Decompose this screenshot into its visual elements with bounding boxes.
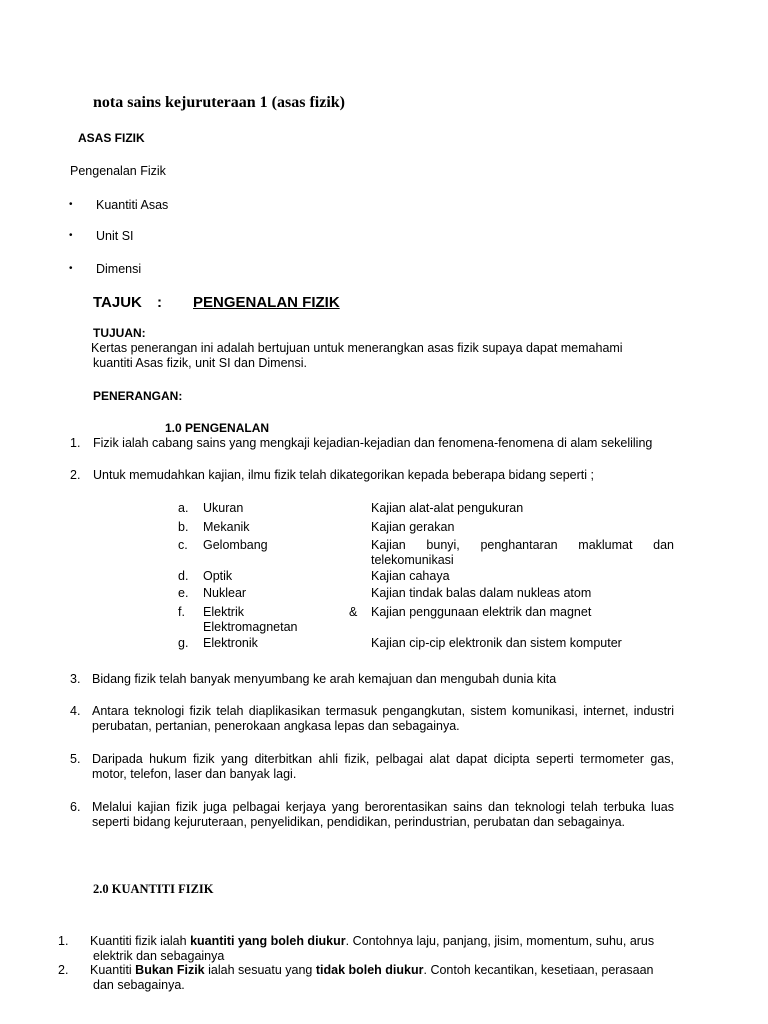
tujuan-label: TUJUAN: [93, 326, 146, 340]
field-letter: b. [178, 520, 189, 534]
item-number: 1. [70, 436, 81, 450]
field-desc: Kajian cip-cip elektronik dan sistem komputer [371, 636, 622, 650]
field-desc: Kajian penggunaan elektrik dan magnet [371, 605, 592, 619]
field-name: Elektrik [203, 605, 244, 619]
paragraph: perubatan, pertanian, penerokaan angkasa lepas dan sebagainya. [92, 719, 460, 733]
field-desc: Kajian gerakan [371, 520, 455, 534]
paragraph: Untuk memudahkan kajian, ilmu fizik telah dikategorikan kepada beberapa bidang seperti ; [93, 468, 594, 482]
paragraph: Fizik ialah cabang sains yang mengkaji kejadian-kejadian dan fenomena-fenomena di alam sekeliling [93, 436, 653, 450]
field-desc: Kajian cahaya [371, 569, 450, 583]
text-run: . Contohnya laju, panjang, jisim, momentum, suhu, arus [345, 934, 655, 948]
paragraph: Antara teknologi fizik telah diaplikasikan termasuk pengangkutan, sistem komunikasi, internet, industri [92, 704, 674, 718]
item-number: 2. [58, 963, 69, 977]
bold-term: kuantiti yang boleh diukur [190, 934, 346, 948]
ampersand: & [349, 605, 358, 619]
tujuan-text: kuantiti Asas fizik, unit SI dan Dimensi. [93, 356, 307, 370]
item-number: 3. [70, 672, 81, 686]
item-number: 5. [70, 752, 81, 766]
text-run: ialah sesuatu yang [204, 963, 316, 977]
item-number: 6. [70, 800, 81, 814]
text-run: Kuantiti fizik ialah [90, 934, 191, 948]
field-name: Nuklear [203, 586, 247, 600]
field-name: Elektromagnetan [203, 620, 298, 634]
section-title: ASAS FIZIK [78, 131, 145, 145]
field-name: Elektronik [203, 636, 258, 650]
item-number: 1. [58, 934, 69, 948]
paragraph: dan sebagainya. [93, 978, 185, 992]
field-name: Optik [203, 569, 233, 583]
field-letter: d. [178, 569, 189, 583]
intro-item: Unit SI [96, 229, 134, 243]
paragraph [90, 963, 654, 977]
section-heading: 1.0 PENGENALAN [165, 421, 270, 435]
paragraph: Bidang fizik telah banyak menyumbang ke arah kemajuan dan mengubah dunia kita [92, 672, 557, 686]
penerangan-label: PENERANGAN: [93, 389, 183, 403]
bold-term: tidak boleh diukur [315, 963, 424, 977]
document-title: nota sains kejuruteraan 1 (asas fizik) [93, 94, 346, 111]
bold-term: Bukan Fizik [135, 963, 205, 977]
intro-item: Dimensi [96, 262, 142, 276]
tujuan-text: Kertas penerangan ini adalah bertujuan untuk menerangkan asas fizik supaya dapat memahami [91, 341, 623, 355]
bullet-icon: • [69, 199, 73, 210]
field-desc: Kajian tindak balas dalam nukleas atom [371, 586, 592, 600]
item-number: 4. [70, 704, 81, 718]
bullet-icon: • [69, 230, 73, 241]
bullet-icon: • [69, 263, 73, 274]
field-letter: c. [178, 538, 188, 552]
section-heading: 2.0 KUANTITI FIZIK [93, 882, 214, 896]
field-name: Ukuran [203, 501, 244, 515]
paragraph: elektrik dan sebagainya [93, 949, 225, 963]
intro-heading: Pengenalan Fizik [70, 164, 166, 178]
field-name: Mekanik [203, 520, 250, 534]
tajuk-value: PENGENALAN FIZIK [193, 294, 340, 311]
field-letter: a. [178, 501, 189, 515]
paragraph: seperti bidang kejuruteraan, penyelidikan, pendidikan, perindustrian, perubatan dan sebagainya. [92, 815, 626, 829]
text-run: Kuantiti [90, 963, 136, 977]
field-letter: g. [178, 636, 189, 650]
paragraph: motor, telefon, laser dan banyak lagi. [92, 767, 297, 781]
paragraph [90, 934, 654, 948]
item-number: 2. [70, 468, 81, 482]
field-desc: Kajian alat-alat pengukuran [371, 501, 524, 515]
paragraph: Melalui kajian fizik juga pelbagai kerjaya yang berorentasikan sains dan teknologi telah terbuka luas [92, 800, 674, 814]
tajuk-label: TAJUK [93, 294, 142, 311]
paragraph: Daripada hukum fizik yang diterbitkan ahli fizik, pelbagai alat dapat dicipta seperti termometer gas, [92, 752, 674, 766]
intro-item: Kuantiti Asas [96, 198, 169, 212]
text-run: . Contoh kecantikan, kesetiaan, perasaan [423, 963, 654, 977]
field-desc: telekomunikasi [371, 553, 454, 567]
field-letter: e. [178, 586, 189, 600]
field-desc: Kajian bunyi, penghantaran maklumat dan [371, 538, 674, 552]
tajuk-colon: : [157, 294, 162, 311]
field-letter: f. [178, 605, 185, 619]
field-name: Gelombang [203, 538, 268, 552]
